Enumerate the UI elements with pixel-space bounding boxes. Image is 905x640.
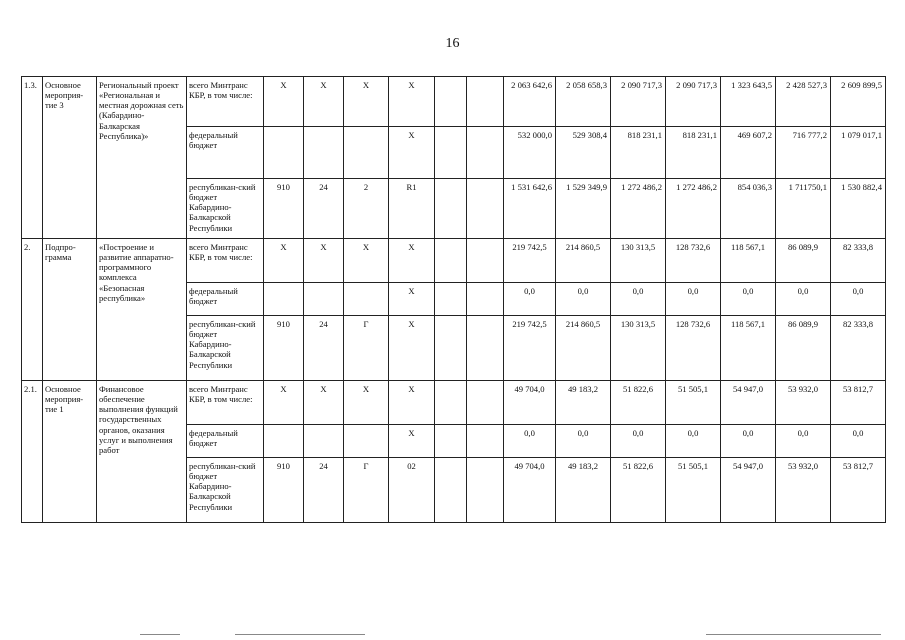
empty-cell [435,458,467,523]
budget-code-cell [264,425,304,458]
year-value-cell: 0,0 [721,283,776,316]
empty-cell [467,283,504,316]
year-value-cell: 214 860,5 [556,239,611,283]
funding-source: республикан-ский бюджет Кабардино-Балкарской Республики [187,458,264,523]
funding-source: республикан-ский бюджет Кабардино-Балкарской Республики [187,179,264,239]
budget-code-cell: 24 [304,458,344,523]
year-value-cell: 128 732,6 [666,239,721,283]
budget-code-cell: Х [304,239,344,283]
funding-source: федеральный бюджет [187,283,264,316]
budget-code-cell [304,283,344,316]
item-status: Подпро-грамма [43,239,97,381]
year-value-cell: 86 089,9 [776,316,831,381]
year-value-cell: 0,0 [666,425,721,458]
year-value-cell: 0,0 [556,283,611,316]
empty-cell [435,381,467,425]
year-value-cell: 1 530 882,4 [831,179,886,239]
scan-artifact [140,634,180,635]
year-value-cell: 1 079 017,1 [831,127,886,179]
budget-code-cell: Х [304,77,344,127]
year-value-cell: 130 313,5 [611,239,666,283]
year-value-cell: 214 860,5 [556,316,611,381]
year-value-cell: 0,0 [831,425,886,458]
year-value-cell: 0,0 [831,283,886,316]
budget-table [21,76,886,523]
budget-code-cell: Г [344,316,389,381]
year-value-cell: 128 732,6 [666,316,721,381]
year-value-cell: 2 090 717,3 [611,77,666,127]
year-value-cell: 219 742,5 [504,239,556,283]
year-value-cell: 51 822,6 [611,381,666,425]
empty-cell [467,425,504,458]
budget-code-cell: Х [389,77,435,127]
year-value-cell: 2 063 642,6 [504,77,556,127]
funding-source: всего Минтранс КБР, в том числе: [187,381,264,425]
year-value-cell: 130 313,5 [611,316,666,381]
item-title: Финансовое обеспечение выполнения функций государственных органов, оказания услуг и выполнения работ [97,381,187,523]
budget-code-cell: Х [344,77,389,127]
empty-cell [467,381,504,425]
empty-cell [467,179,504,239]
budget-code-cell [344,127,389,179]
budget-code-cell: Х [389,127,435,179]
funding-source: федеральный бюджет [187,127,264,179]
page-number: 16 [445,36,460,51]
funding-source: республикан-ский бюджет Кабардино-Балкарской Республики [187,316,264,381]
funding-source: федеральный бюджет [187,425,264,458]
budget-code-cell [264,127,304,179]
year-value-cell: 51 822,6 [611,458,666,523]
year-value-cell: 0,0 [776,283,831,316]
empty-cell [435,316,467,381]
budget-code-cell: R1 [389,179,435,239]
year-value-cell: 532 000,0 [504,127,556,179]
table-row [22,77,886,127]
budget-code-cell [264,283,304,316]
scan-artifact [235,634,365,635]
budget-code-cell: Х [389,283,435,316]
year-value-cell: 118 567,1 [721,316,776,381]
year-value-cell: 1 711750,1 [776,179,831,239]
funding-source: всего Минтранс КБР, в том числе: [187,77,264,127]
item-status: Основное мероприя-тие 3 [43,77,97,239]
item-number: 1.3. [22,77,43,239]
year-value-cell: 49 183,2 [556,458,611,523]
empty-cell [467,316,504,381]
year-value-cell: 1 323 643,5 [721,77,776,127]
budget-code-cell: 910 [264,458,304,523]
year-value-cell: 82 333,8 [831,316,886,381]
year-value-cell: 818 231,1 [611,127,666,179]
year-value-cell: 0,0 [666,283,721,316]
scan-artifact [706,634,881,635]
budget-code-cell: 910 [264,179,304,239]
year-value-cell: 49 704,0 [504,458,556,523]
budget-code-cell: Г [344,458,389,523]
budget-code-cell: Х [389,239,435,283]
item-number: 2.1. [22,381,43,523]
year-value-cell: 0,0 [776,425,831,458]
budget-code-cell: Х [389,425,435,458]
budget-code-cell: Х [264,77,304,127]
budget-code-cell: Х [264,239,304,283]
year-value-cell: 53 932,0 [776,381,831,425]
year-value-cell: 49 183,2 [556,381,611,425]
year-value-cell: 854 036,3 [721,179,776,239]
year-value-cell: 1 272 486,2 [611,179,666,239]
year-value-cell: 49 704,0 [504,381,556,425]
year-value-cell: 0,0 [611,425,666,458]
empty-cell [435,425,467,458]
budget-code-cell: Х [344,239,389,283]
empty-cell [435,77,467,127]
year-value-cell: 86 089,9 [776,239,831,283]
year-value-cell: 54 947,0 [721,458,776,523]
table-row [22,239,886,283]
budget-code-cell: 24 [304,179,344,239]
year-value-cell: 0,0 [504,283,556,316]
budget-code-cell: Х [344,381,389,425]
year-value-cell: 0,0 [721,425,776,458]
year-value-cell: 1 272 486,2 [666,179,721,239]
year-value-cell: 529 308,4 [556,127,611,179]
budget-table-body [22,77,886,523]
budget-code-cell [344,425,389,458]
year-value-cell: 0,0 [611,283,666,316]
year-value-cell: 219 742,5 [504,316,556,381]
year-value-cell: 53 932,0 [776,458,831,523]
year-value-cell: 53 812,7 [831,381,886,425]
year-value-cell: 1 529 349,9 [556,179,611,239]
year-value-cell: 1 531 642,6 [504,179,556,239]
year-value-cell: 2 090 717,3 [666,77,721,127]
year-value-cell: 53 812,7 [831,458,886,523]
empty-cell [467,77,504,127]
empty-cell [435,179,467,239]
year-value-cell: 469 607,2 [721,127,776,179]
budget-code-cell: Х [264,381,304,425]
budget-code-cell: 24 [304,316,344,381]
item-status: Основное мероприя-тие 1 [43,381,97,523]
empty-cell [435,127,467,179]
budget-code-cell [304,425,344,458]
table-row [22,381,886,425]
budget-code-cell: Х [389,381,435,425]
year-value-cell: 51 505,1 [666,381,721,425]
empty-cell [467,127,504,179]
funding-source: всего Минтранс КБР, в том числе: [187,239,264,283]
item-title: «Построение и развитие аппаратно-программного комплекса «Безопасная республика» [97,239,187,381]
empty-cell [467,458,504,523]
year-value-cell: 82 333,8 [831,239,886,283]
budget-code-cell: Х [304,381,344,425]
item-number: 2. [22,239,43,381]
empty-cell [435,283,467,316]
item-title: Региональный проект «Региональная и местная дорожная сеть (Кабардино-Балкарская Республика)» [97,77,187,239]
year-value-cell: 51 505,1 [666,458,721,523]
year-value-cell: 118 567,1 [721,239,776,283]
budget-code-cell [304,127,344,179]
year-value-cell: 716 777,2 [776,127,831,179]
year-value-cell: 818 231,1 [666,127,721,179]
empty-cell [435,239,467,283]
empty-cell [467,239,504,283]
budget-code-cell: Х [389,316,435,381]
budget-code-cell: 02 [389,458,435,523]
year-value-cell: 0,0 [556,425,611,458]
year-value-cell: 54 947,0 [721,381,776,425]
year-value-cell: 0,0 [504,425,556,458]
budget-code-cell: 2 [344,179,389,239]
year-value-cell: 2 609 899,5 [831,77,886,127]
budget-code-cell [344,283,389,316]
year-value-cell: 2 058 658,3 [556,77,611,127]
year-value-cell: 2 428 527,3 [776,77,831,127]
budget-code-cell: 910 [264,316,304,381]
